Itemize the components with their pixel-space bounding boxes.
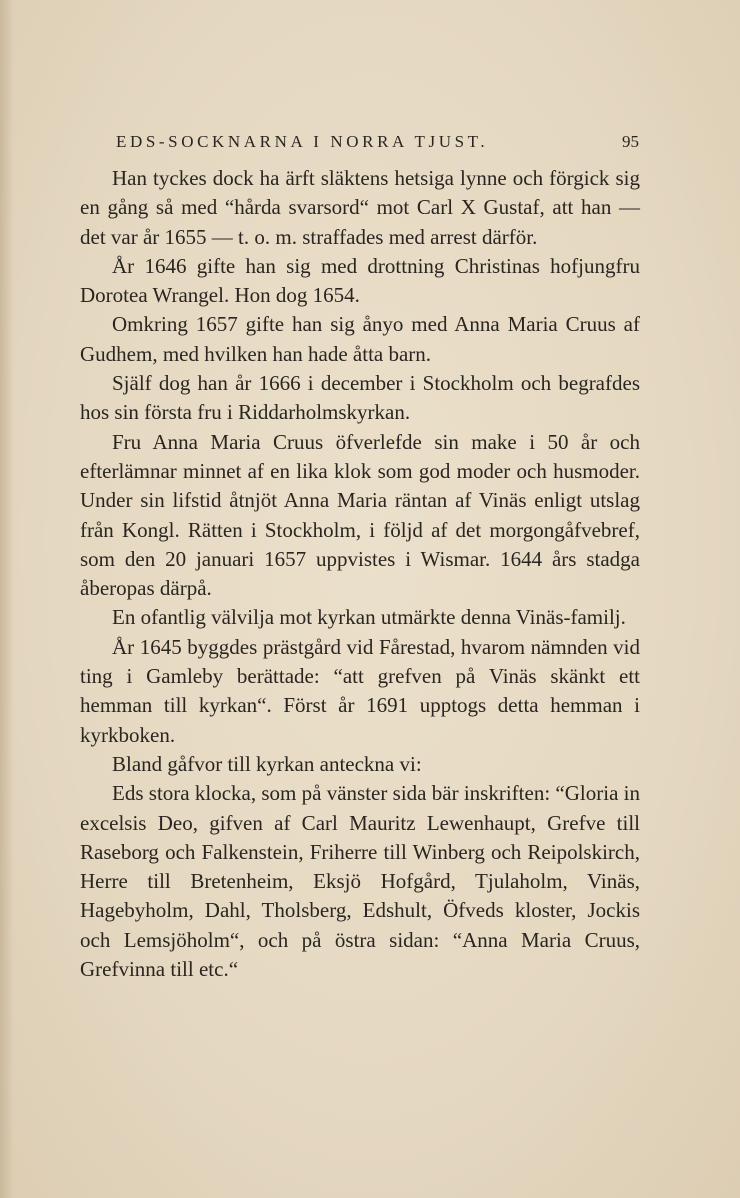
paragraph: År 1645 byggdes prästgård vid Fårestad, hvarom nämnden vid ting i Gamleby berättade: “att grefven på Vinäs skänkt ett hemman till kyrkan“. Först år 1691 upptogs detta hemman i kyrkboken. bbox=[80, 634, 640, 747]
page-number: 95 bbox=[622, 132, 639, 151]
running-title: EDS-SOCKNARNA I NORRA TJUST. bbox=[116, 132, 489, 151]
paragraph: Bland gåfvor till kyrkan anteckna vi: bbox=[112, 751, 422, 776]
paragraph: År 1646 gifte han sig med drottning Christinas hofjungfru Dorotea Wrangel. Hon dog 1654. bbox=[80, 253, 640, 308]
body-text bbox=[80, 164, 640, 984]
paragraph: Själf dog han år 1666 i december i Stockholm och begrafdes hos sin första fru i Riddarholmskyrkan. bbox=[80, 371, 640, 425]
paragraph: Eds stora klocka, som på vänster sida bär inskriften: “Gloria in excelsis Deo, gifven af Carl Mauritz Lewenhaupt, Grefve till Raseborg och Falkenstein, Friherre till Winberg och Reipolskirch, Herre till Bretenheim, Eksjö Hofgård, Tjulaholm, Vinäs, Hagebyholm, Dahl, Tholsberg, Edshult, Öfveds kloster, Jockis och Lemsjöholm“, och på östra sidan: “Anna Maria Cruus, Grefvinna till etc.“ bbox=[80, 781, 640, 982]
page-edge-shadow bbox=[0, 0, 14, 1198]
paragraph: En ofantlig välvilja mot kyrkan utmärkte denna Vinäs-familj. bbox=[112, 605, 626, 630]
paragraph: Han tyckes dock ha ärft släktens hetsiga lynne och förgick sig en gång så med “hårda svarsord“ mot Carl X Gustaf, att han — det var år 1655 — t. o. m. straffades med arrest därför. bbox=[80, 166, 640, 249]
paragraph: Omkring 1657 gifte han sig ånyo med Anna Maria Cruus af Gudhem, med hvilken han hade åtta barn. bbox=[80, 312, 640, 366]
page-header bbox=[116, 129, 639, 155]
paragraph: Fru Anna Maria Cruus öfverlefde sin make i 50 år och efterlämnar minnet af en lika klok som god moder och husmoder. Under sin lifstid åtnjöt Anna Maria räntan af Vinäs enligt utslag från Kongl. Rätten i Stockholm, i följd af det morgongåfvebref, som den 20 januari 1657 uppvistes i Wismar. 1644 års stadga åberopas därpå. bbox=[80, 429, 640, 601]
